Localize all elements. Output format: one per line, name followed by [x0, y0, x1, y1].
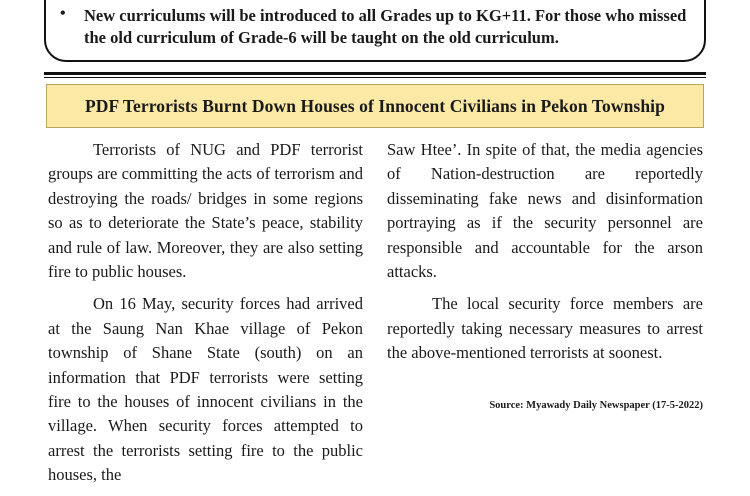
article-column-left: [48, 138, 363, 496]
article-headline: PDF Terrorists Burnt Down Houses of Innocent Civilians in Pekon Township: [85, 95, 665, 116]
divider-thin: [44, 77, 706, 78]
article-column-right: [387, 138, 703, 374]
divider-thick: [44, 72, 706, 75]
notice-text: New curriculums will be introduced to all Grades up to KG+11. For those who missed the old curriculum of Grade-6 will be taught on the old curriculum.: [84, 6, 687, 47]
paragraph: The local security force members are reportedly taking necessary measures to arrest the above-mentioned terrorists at soonest.: [387, 294, 703, 363]
source-citation: Source: Myawady Daily Newspaper (17-5-2022): [489, 400, 703, 411]
paragraph: Terrorists of NUG and PDF terrorist groups are committing the acts of terrorism and destroying the roads/ bridges in some regions so as to deteriorate the State’s peace, stability and rule of law. Moreover, they are also setting fire to public houses.: [48, 140, 363, 282]
paragraph: Saw Htee’. In spite of that, the media agencies of Nation-destruction are reportedly disseminating fake news and disinformation portraying as if the security personnel are responsible and accountable for the arson attacks.: [387, 140, 703, 282]
paragraph: On 16 May, security forces had arrived at the Saung Nan Khae village of Pekon township of Shane State (south) on an information that PDF terrorists were setting fire to the houses of innocent civilians in the village. When security forces attempted to arrest the terrorists setting fire to the public houses, the: [48, 294, 363, 485]
bullet-icon: •: [60, 5, 66, 22]
headline-banner: [46, 84, 704, 128]
